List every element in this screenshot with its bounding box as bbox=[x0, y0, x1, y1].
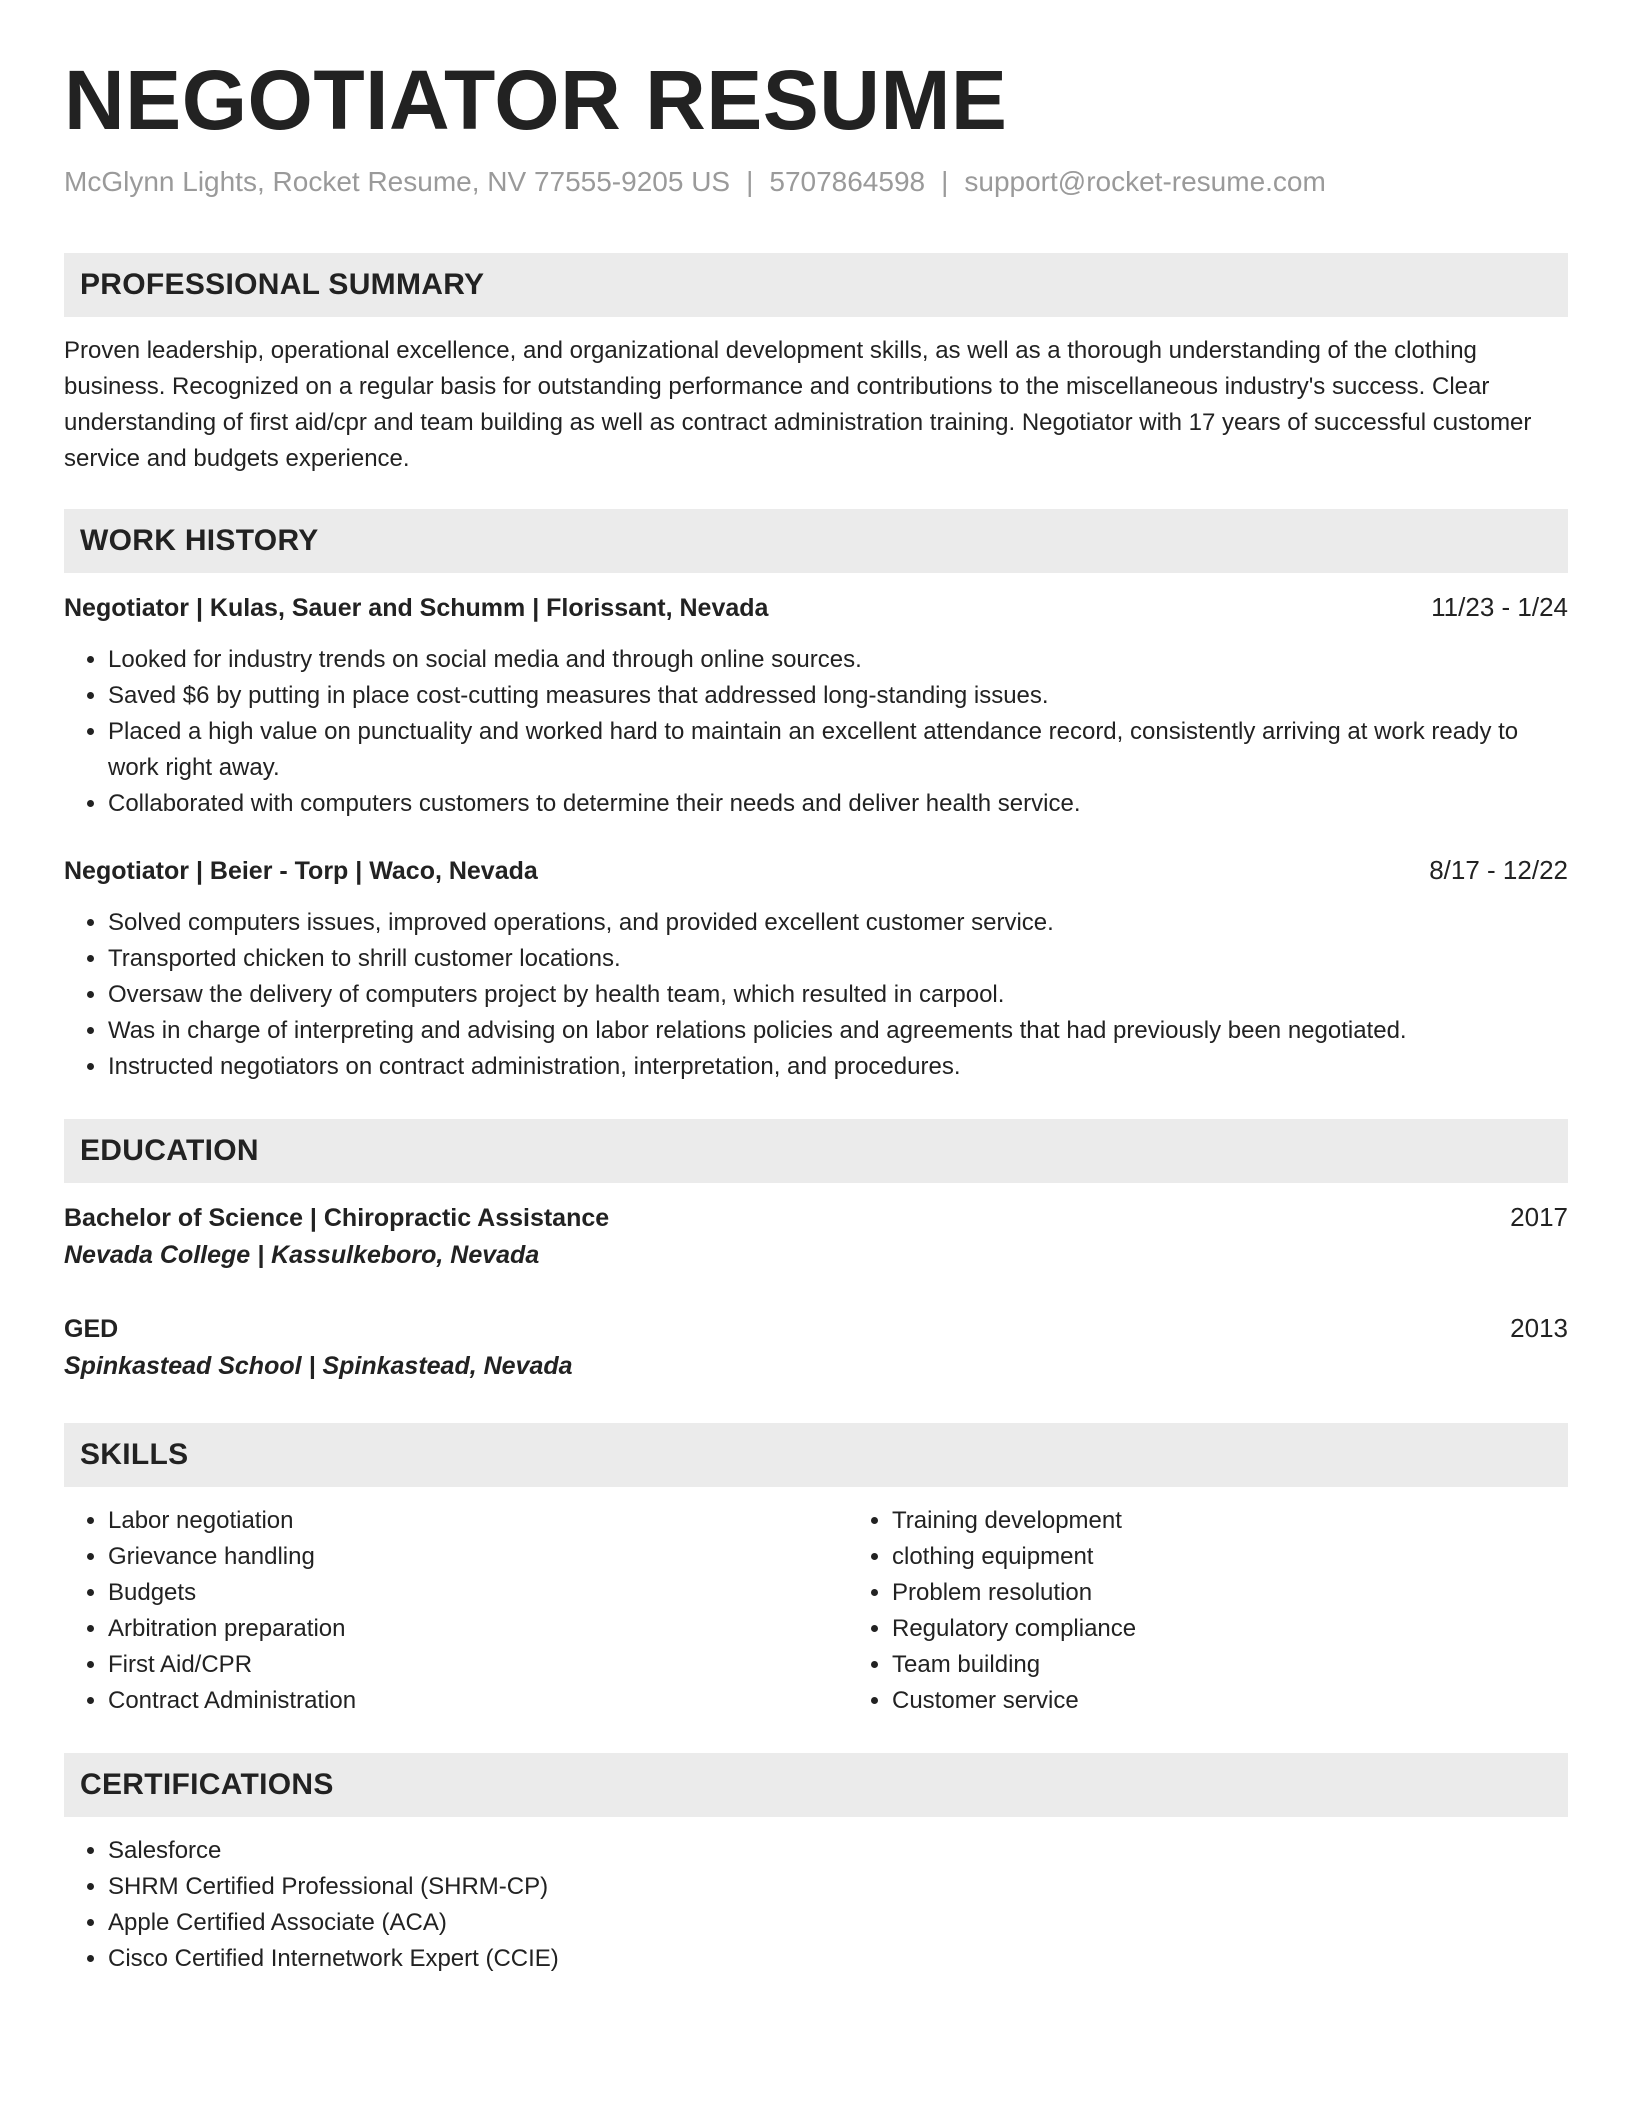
degree: GED bbox=[64, 1314, 119, 1343]
job-title: Negotiator | Kulas, Sauer and Schumm | Florissant, Nevada bbox=[64, 593, 769, 622]
section-heading: EDUCATION bbox=[64, 1119, 1568, 1183]
job-entry bbox=[64, 589, 1568, 822]
contact-separator: | bbox=[746, 166, 754, 198]
list-item: • Apple Certified Associate (ACA) bbox=[108, 1905, 1568, 1941]
list-item: • Team building bbox=[892, 1647, 1568, 1683]
education-year: 2017 bbox=[1510, 1201, 1568, 1232]
school: Spinkastead School | Spinkastead, Nevada bbox=[64, 1351, 573, 1380]
education-entry bbox=[64, 1199, 1568, 1274]
job-dates: 8/17 - 12/22 bbox=[1429, 854, 1568, 885]
education-section bbox=[64, 1119, 1568, 1385]
summary-text: Proven leadership, operational excellence, and organizational development skills, as well as a thorough understanding of the clothing business. Recognized on a regular basis for outstanding performance and contributions to the miscellaneous industry's success. Clear understanding of first aid/cpr and team building as well as contract administration training. Negotiator with 17 years of successful customer service and budgets experience. bbox=[64, 336, 1532, 472]
list-item: • Saved $6 by putting in place cost-cutting measures that addressed long-standing issues. bbox=[108, 678, 1568, 714]
job-bullets bbox=[64, 905, 1568, 1085]
skills-list-left bbox=[64, 1503, 848, 1719]
list-item: • Solved computers issues, improved operations, and provided excellent customer service. bbox=[108, 905, 1568, 941]
list-item: • Cisco Certified Internetwork Expert (CCIE) bbox=[108, 1941, 1568, 1977]
contact-address: McGlynn Lights, Rocket Resume, NV 77555-9205 US bbox=[64, 166, 731, 198]
skills-section bbox=[64, 1423, 1568, 1719]
list-item: • clothing equipment bbox=[892, 1539, 1568, 1575]
section-heading: SKILLS bbox=[64, 1423, 1568, 1487]
skills-grid bbox=[64, 1503, 1568, 1719]
list-item: • Regulatory compliance bbox=[892, 1611, 1568, 1647]
list-item: • Salesforce bbox=[108, 1833, 1568, 1869]
certifications-section bbox=[64, 1753, 1568, 1977]
list-item: • Placed a high value on punctuality and worked hard to maintain an excellent attendance record, consistently arriving at work ready to work right away. bbox=[108, 714, 1568, 786]
contact-email: support@rocket-resume.com bbox=[964, 166, 1326, 198]
professional-summary-section bbox=[64, 253, 1568, 477]
resume-title: NEGOTIATOR RESUME bbox=[64, 53, 1008, 147]
list-item: • Transported chicken to shrill customer locations. bbox=[108, 941, 1568, 977]
list-item: • Arbitration preparation bbox=[108, 1611, 848, 1647]
list-item: • Customer service bbox=[892, 1683, 1568, 1719]
education-entry bbox=[64, 1310, 1568, 1385]
section-heading: WORK HISTORY bbox=[64, 509, 1568, 573]
list-item: • Labor negotiation bbox=[108, 1503, 848, 1539]
section-heading: CERTIFICATIONS bbox=[64, 1753, 1568, 1817]
list-item: • First Aid/CPR bbox=[108, 1647, 848, 1683]
list-item: • Grievance handling bbox=[108, 1539, 848, 1575]
contact-separator: | bbox=[941, 166, 949, 198]
job-dates: 11/23 - 1/24 bbox=[1431, 591, 1568, 622]
list-item: • Budgets bbox=[108, 1575, 848, 1611]
contact-line bbox=[64, 164, 1568, 200]
list-item: • SHRM Certified Professional (SHRM-CP) bbox=[108, 1869, 1568, 1905]
job-bullets bbox=[64, 642, 1568, 822]
work-history-section bbox=[64, 509, 1568, 1085]
list-item: • Contract Administration bbox=[108, 1683, 848, 1719]
list-item: • Problem resolution bbox=[892, 1575, 1568, 1611]
school: Nevada College | Kassulkeboro, Nevada bbox=[64, 1240, 540, 1269]
degree: Bachelor of Science | Chiropractic Assistance bbox=[64, 1203, 610, 1232]
list-item: • Instructed negotiators on contract administration, interpretation, and procedures. bbox=[108, 1049, 1568, 1085]
list-item: • Collaborated with computers customers to determine their needs and deliver health service. bbox=[108, 786, 1568, 822]
section-heading: PROFESSIONAL SUMMARY bbox=[64, 253, 1568, 317]
list-item: • Looked for industry trends on social media and through online sources. bbox=[108, 642, 1568, 678]
list-item: • Training development bbox=[892, 1503, 1568, 1539]
skills-list-right bbox=[848, 1503, 1568, 1719]
contact-phone: 5707864598 bbox=[769, 166, 926, 198]
certifications-list bbox=[64, 1833, 1568, 1977]
education-year: 2013 bbox=[1510, 1312, 1568, 1343]
job-entry bbox=[64, 852, 1568, 1085]
list-item: • Was in charge of interpreting and advising on labor relations policies and agreements that had previously been negotiated. bbox=[108, 1013, 1568, 1049]
list-item: • Oversaw the delivery of computers project by health team, which resulted in carpool. bbox=[108, 977, 1568, 1013]
job-title: Negotiator | Beier - Torp | Waco, Nevada bbox=[64, 856, 538, 885]
